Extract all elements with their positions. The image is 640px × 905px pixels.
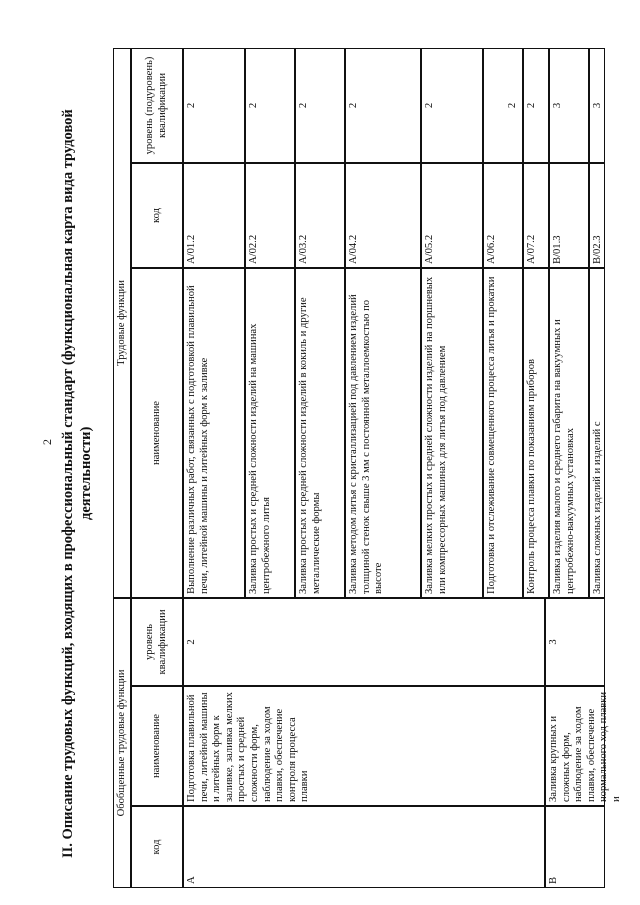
function-level: 2	[345, 48, 421, 163]
function-code: A/06.2	[483, 163, 523, 268]
header-code: код	[131, 806, 183, 888]
gen-b-level: 3	[545, 598, 605, 686]
function-code: B/02.3	[589, 163, 605, 268]
function-code: A/05.2	[421, 163, 483, 268]
header-function-level: уровень (подуровень) квалификации	[131, 48, 183, 163]
function-name: Заливка методом литья с кристаллизацией под давлением изделий толщиной стенок свыше 3 мм с постоянной металлоемкостью по высоте	[345, 268, 421, 598]
header-name: наименование	[131, 686, 183, 806]
header-function-name: наименование	[131, 268, 183, 598]
page-number: 2	[40, 439, 54, 445]
header-generalized-functions: Обобщенные трудовые функции	[113, 598, 131, 888]
header-function-code: код	[131, 163, 183, 268]
function-name: Заливка изделия малого и среднего габарита на вакуумных и центробежно-вакуумных установках	[549, 268, 589, 598]
function-code: A/04.2	[345, 163, 421, 268]
gen-a-level: 2	[183, 598, 545, 686]
function-name: Заливка мелких простых и средней сложности изделий на поршневых или компрессорных машинах для литья под давлением	[421, 268, 483, 598]
function-code: B/01.3	[549, 163, 589, 268]
functional-map-table	[113, 48, 622, 888]
function-level: 2	[295, 48, 345, 163]
function-name: Выполнение различных работ, связанных с подготовкой плавильной печи, литейной машины и литейных форм к заливке	[183, 268, 245, 598]
function-level: 2	[245, 48, 295, 163]
header-level: уровень квалификации	[131, 598, 183, 686]
function-name: Заливка сложных изделий и изделий с	[589, 268, 605, 598]
function-code: A/07.2	[523, 163, 549, 268]
gen-a-name: Подготовка плавильной печи, литейной машины и литейных форм к заливке, заливка мелких простых и средней сложности форм, наблюдение за ходом плавки, обеспечение контроля процесса плавки	[183, 686, 545, 806]
gen-b-name: Заливка крупных и сложных форм, наблюдение за ходом плавки, обеспечение нормального ход плавки и	[545, 686, 605, 806]
section-heading-line-1: II. Описание трудовых функций, входящих в профессиональный стандарт (функциональная карта вида трудовой	[60, 109, 76, 858]
function-code: A/01.2	[183, 163, 245, 268]
gen-b-code: B	[545, 806, 605, 888]
function-level: 3	[549, 48, 589, 163]
gen-a-code: A	[183, 806, 545, 888]
header-labor-functions: Трудовые функции	[113, 48, 131, 598]
function-level: 2	[483, 48, 523, 163]
function-level: 3	[589, 48, 605, 163]
function-code: A/02.2	[245, 163, 295, 268]
function-level: 2	[421, 48, 483, 163]
function-code: A/03.2	[295, 163, 345, 268]
function-level: 2	[523, 48, 549, 163]
function-name: Контроль процесса плавки по показаниям приборов	[523, 268, 549, 598]
section-heading-line-2: деятельности)	[78, 426, 94, 520]
function-name: Заливка простых и средней сложности изделий в кокиль и другие металлические формы	[295, 268, 345, 598]
function-name: Заливка простых и средней сложности изделий на машинах центробежного литья	[245, 268, 295, 598]
function-level: 2	[183, 48, 245, 163]
function-name: Подготовка и отслеживание совмещенного процесса литья и прокатки	[483, 268, 523, 598]
